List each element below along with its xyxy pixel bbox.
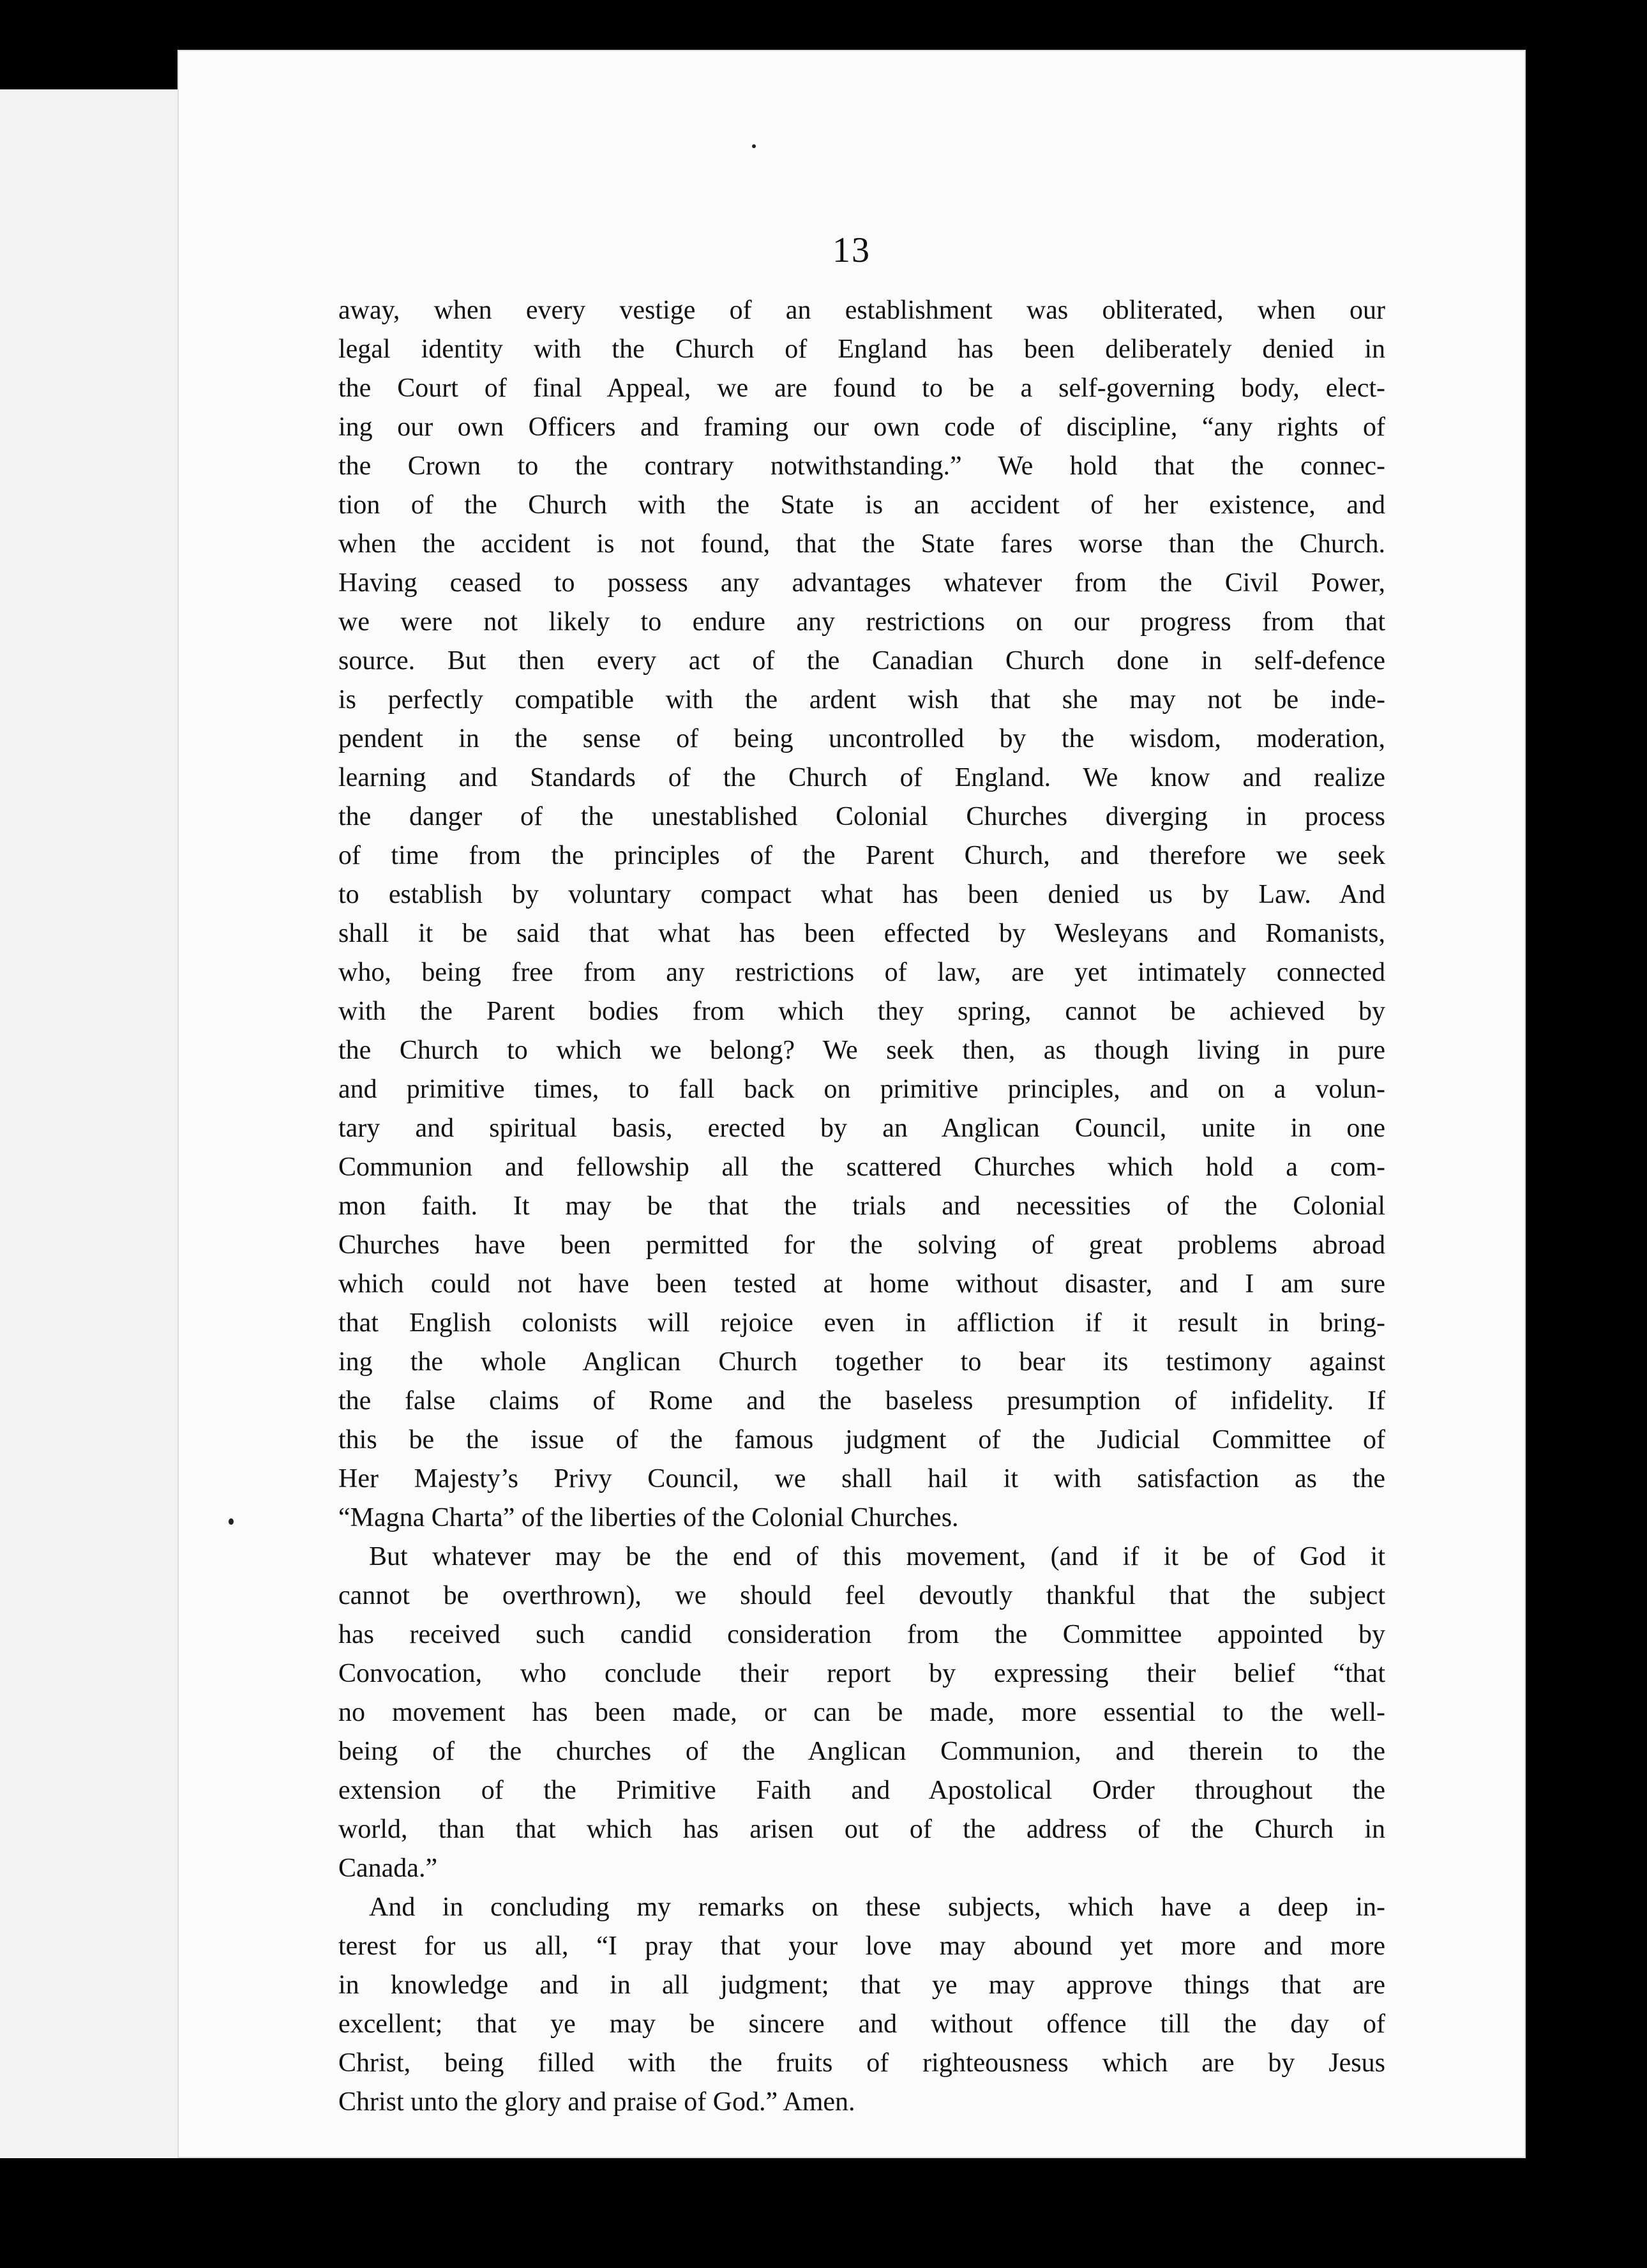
text-line: extension of the Primitive Faith and Apostolical Order throughout the [338, 1776, 1385, 1805]
paragraph [338, 1538, 1385, 1888]
text-line: we were not likely to endure any restrictions on our progress from that [338, 607, 1385, 637]
text-line: when the accident is not found, that the State fares worse than the Church. [338, 529, 1385, 559]
text-line: the Crown to the contrary notwithstanding.” We hold that the connec- [338, 451, 1385, 481]
paragraph [338, 1888, 1385, 2122]
print-speck [229, 1518, 234, 1525]
text-line: mon faith. It may be that the trials and necessities of the Colonial [338, 1191, 1385, 1221]
text-line: tion of the Church with the State is an accident of her existence, and [338, 490, 1385, 520]
print-speck [752, 144, 756, 148]
body-text [338, 291, 1385, 2122]
text-line: who, being free from any restrictions of law, are yet intimately connected [338, 958, 1385, 987]
text-line: Christ unto the glory and praise of God.” Amen. [338, 2087, 855, 2117]
text-line: legal identity with the Church of England has been deliberately denied in [338, 335, 1385, 364]
text-line: learning and Standards of the Church of England. We know and realize [338, 763, 1385, 792]
text-line: which could not have been tested at home without disaster, and I am sure [338, 1269, 1385, 1299]
text-line: “Magna Charta” of the liberties of the Colonial Churches. [338, 1503, 959, 1532]
text-line: ing our own Officers and framing our own code of discipline, “any rights of [338, 412, 1385, 442]
text-line: excellent; that ye may be sincere and without offence till the day of [338, 2009, 1385, 2039]
text-line: terest for us all, “I pray that your love may abound yet more and more [338, 1932, 1385, 1961]
paragraph [338, 291, 1385, 1538]
text-line: in knowledge and in all judgment; that ye may approve things that are [338, 1970, 1385, 2000]
text-line: pendent in the sense of being uncontrolled by the wisdom, moderation, [338, 724, 1385, 753]
text-line: the danger of the unestablished Colonial Churches diverging in process [338, 802, 1385, 831]
text-line: Convocation, who conclude their report by expressing their belief “that [338, 1659, 1385, 1688]
text-line: to establish by voluntary compact what has been denied us by Law. And [338, 880, 1385, 909]
document-page [177, 50, 1526, 2158]
text-line: Canada.” [338, 1854, 438, 1883]
text-line: the Court of final Appeal, we are found to be a self-governing body, elect- [338, 374, 1385, 403]
page-number: 13 [832, 231, 871, 270]
text-line: the false claims of Rome and the baseless presumption of infidelity. If [338, 1386, 1385, 1416]
text-line: shall it be said that what has been effected by Wesleyans and Romanists, [338, 919, 1385, 948]
text-line: Having ceased to possess any advantages whatever from the Civil Power, [338, 568, 1385, 598]
text-line: source. But then every act of the Canadian Church done in self-defence [338, 646, 1385, 676]
text-line: is perfectly compatible with the ardent wish that she may not be inde- [338, 685, 1385, 714]
text-line: ing the whole Anglican Church together to bear its testimony against [338, 1347, 1385, 1377]
text-line: has received such candid consideration from the Committee appointed by [338, 1620, 1385, 1649]
text-line: the Church to which we belong? We seek then, as though living in pure [338, 1036, 1385, 1065]
text-line: away, when every vestige of an establishment was obliterated, when our [338, 296, 1385, 325]
text-line: Communion and fellowship all the scattered Churches which hold a com- [338, 1153, 1385, 1182]
text-line: Churches have been permitted for the solving of great problems abroad [338, 1230, 1385, 1260]
text-line: Her Majesty’s Privy Council, we shall hail it with satisfaction as the [338, 1464, 1385, 1493]
text-line: being of the churches of the Anglican Communion, and therein to the [338, 1737, 1385, 1766]
text-line: And in concluding my remarks on these subjects, which have a deep in- [369, 1893, 1385, 1922]
text-line: that English colonists will rejoice even in affliction if it result in bring- [338, 1308, 1385, 1338]
text-line: tary and spiritual basis, erected by an Anglican Council, unite in one [338, 1114, 1385, 1143]
text-line: and primitive times, to fall back on primitive principles, and on a volun- [338, 1075, 1385, 1104]
text-line: But whatever may be the end of this movement, (and if it be of God it [369, 1542, 1385, 1571]
text-line: with the Parent bodies from which they spring, cannot be achieved by [338, 997, 1385, 1026]
text-line: cannot be overthrown), we should feel devoutly thankful that the subject [338, 1581, 1385, 1610]
text-line: this be the issue of the famous judgment of the Judicial Committee of [338, 1425, 1385, 1455]
text-line: world, than that which has arisen out of the address of the Church in [338, 1815, 1385, 1844]
text-line: Christ, being filled with the fruits of righteousness which are by Jesus [338, 2048, 1385, 2078]
text-line: of time from the principles of the Parent Church, and therefore we seek [338, 841, 1385, 870]
text-line: no movement has been made, or can be made, more essential to the well- [338, 1698, 1385, 1727]
